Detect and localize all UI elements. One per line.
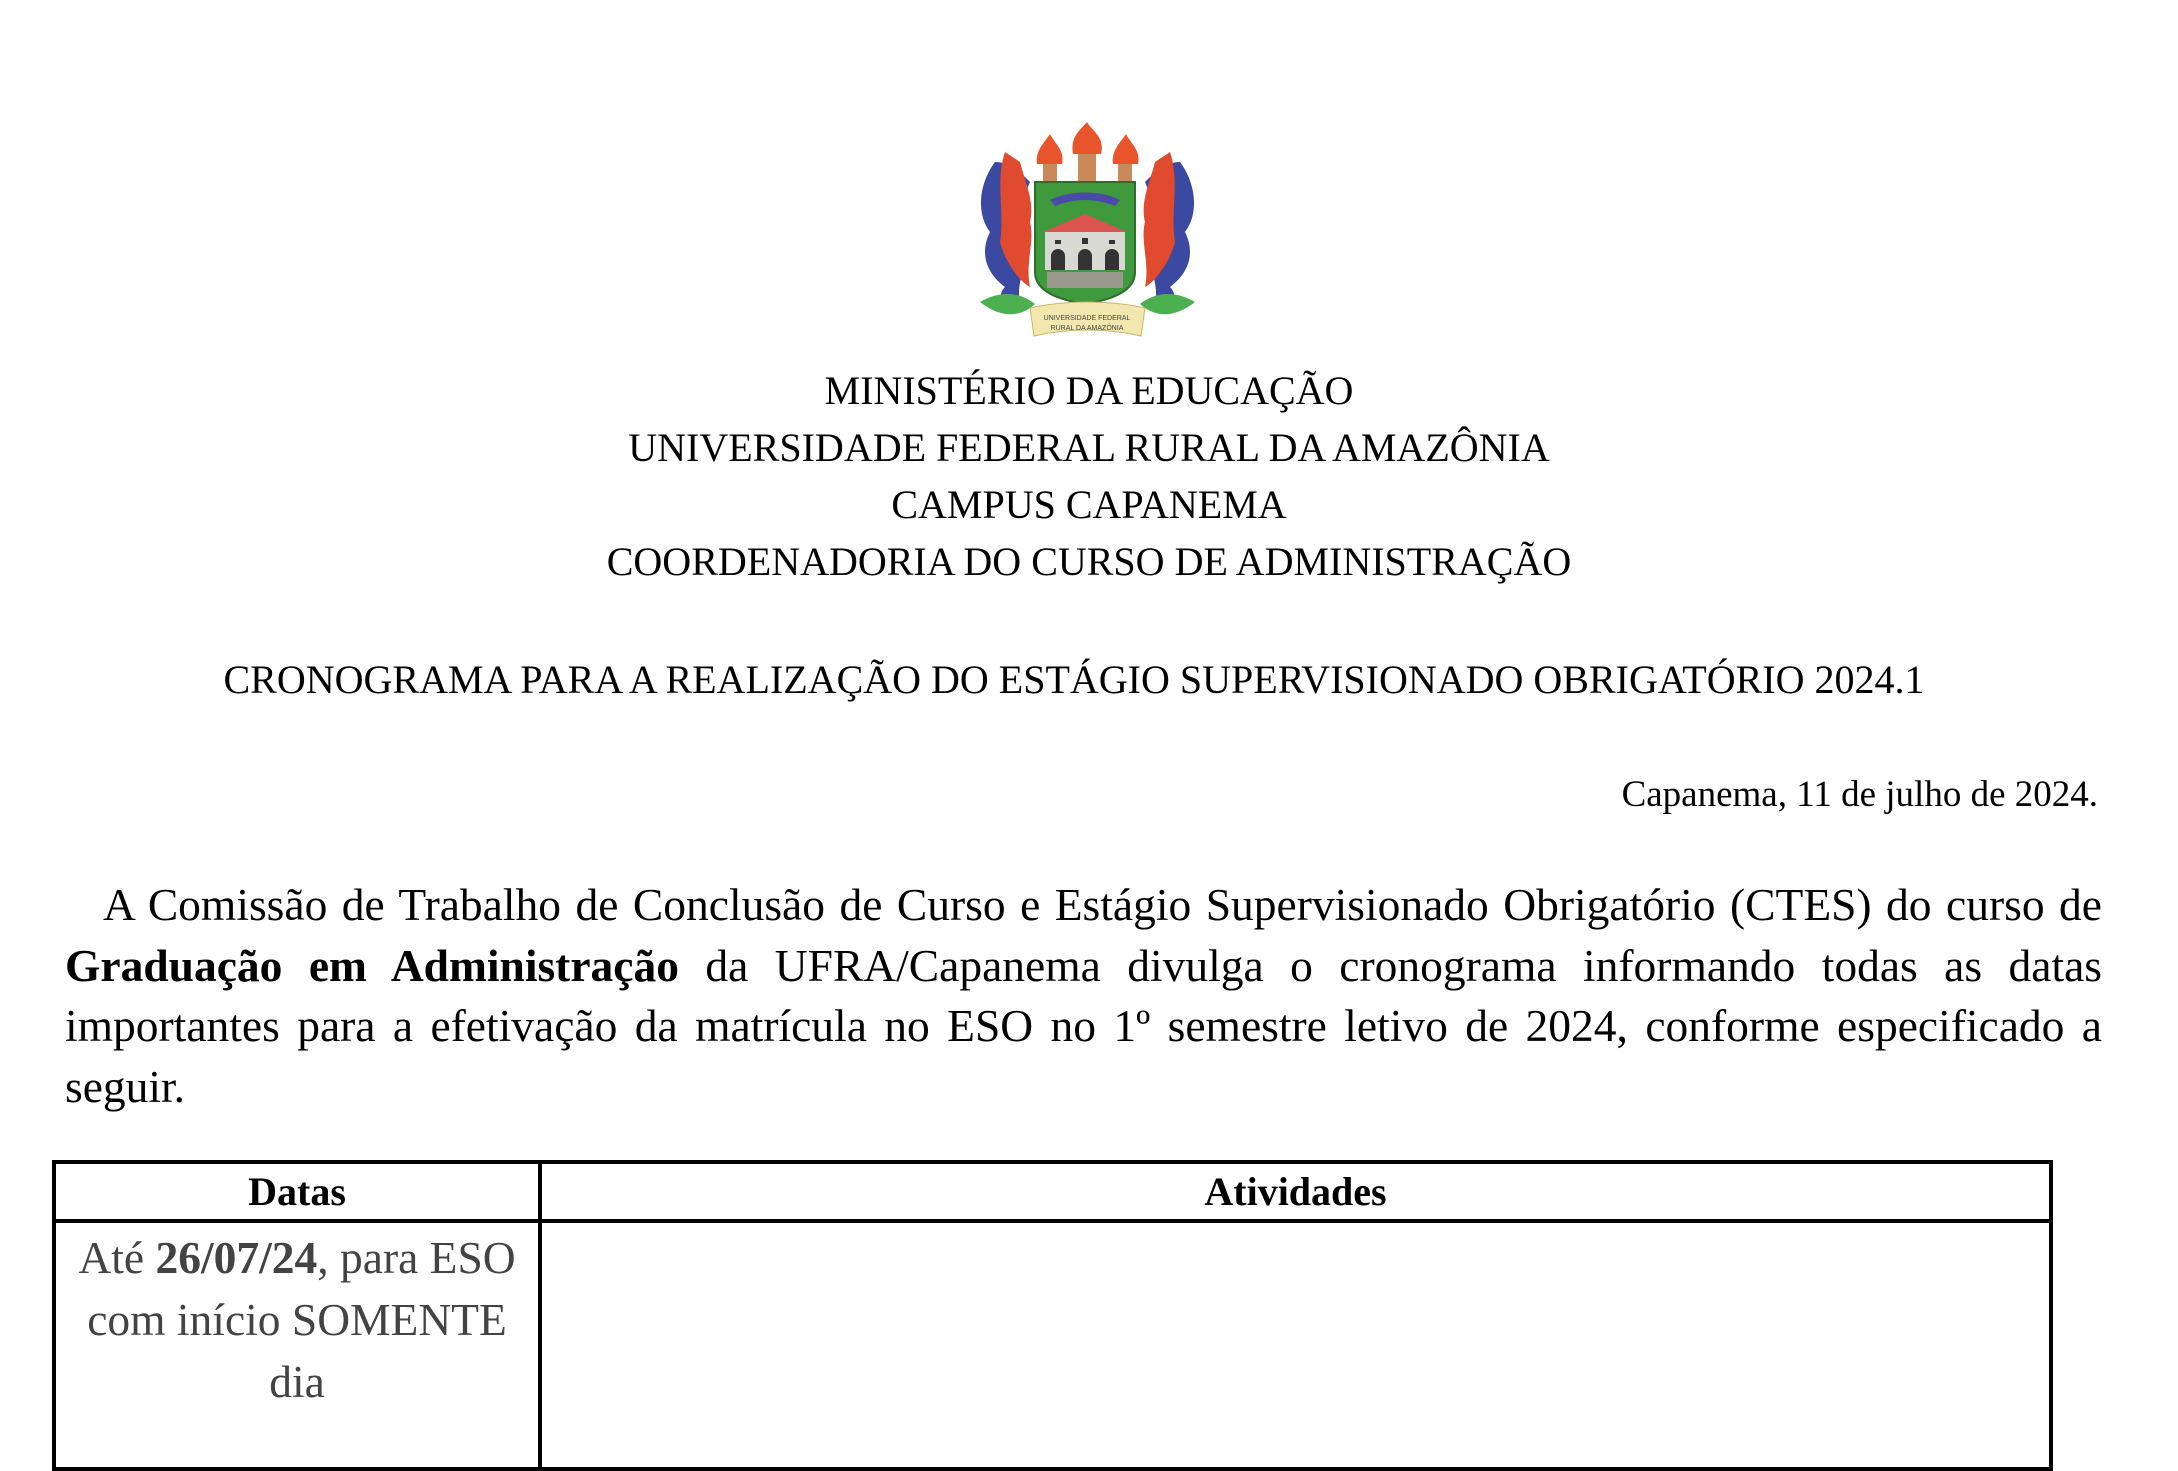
date-suffix: , para ESO com início SOMENTE dia <box>87 1232 516 1407</box>
intro-text-part1: A Comissão de Trabalho de Conclusão de Curso e Estágio Supervisionado Obrigatório (CTES) do curso de <box>103 879 2102 930</box>
svg-text:UNIVERSIDADE FEDERAL: UNIVERSIDADE FEDERAL <box>1043 315 1131 322</box>
table-row <box>54 1221 2051 1469</box>
svg-text:RURAL DA AMAZÔNIA: RURAL DA AMAZÔNIA <box>1050 325 1124 332</box>
column-header-activities: Atividades <box>540 1162 2051 1221</box>
date-cell <box>54 1221 540 1469</box>
header-coordination: COORDENADORIA DO CURSO DE ADMINISTRAÇÃO <box>606 539 1572 584</box>
column-header-dates: Datas <box>54 1162 540 1221</box>
intro-text-course-name: Graduação em Administração <box>65 939 679 991</box>
university-crest-logo <box>975 122 1200 340</box>
intro-text-part2: da UFRA/Capanema divulga o cronograma informando todas as datas importantes para a efetivação da matrícula no ESO no 1º semestre letivo de 2024, conforme especificado a seguir. <box>65 939 2102 1112</box>
document-date: Capanema, 11 de julho de 2024. <box>1621 774 2098 815</box>
header-university: UNIVERSIDADE FEDERAL RURAL DA AMAZÔNIA <box>628 425 1550 470</box>
activity-cell <box>540 1221 2051 1469</box>
header-campus: CAMPUS CAPANEMA <box>891 482 1287 527</box>
header-ministry: MINISTÉRIO DA EDUCAÇÃO <box>824 368 1354 413</box>
date-deadline: 26/07/24 <box>155 1232 318 1283</box>
date-prefix: Até <box>78 1232 156 1283</box>
schedule-table <box>52 1160 2053 1471</box>
document-title <box>0 655 2178 705</box>
intro-paragraph <box>65 875 2102 1117</box>
table-header-row <box>54 1162 2051 1221</box>
document-title-text: CRONOGRAMA PARA A REALIZAÇÃO DO ESTÁGIO SUPERVISIONADO OBRIGATÓRIO 2024.1 <box>223 657 1925 702</box>
